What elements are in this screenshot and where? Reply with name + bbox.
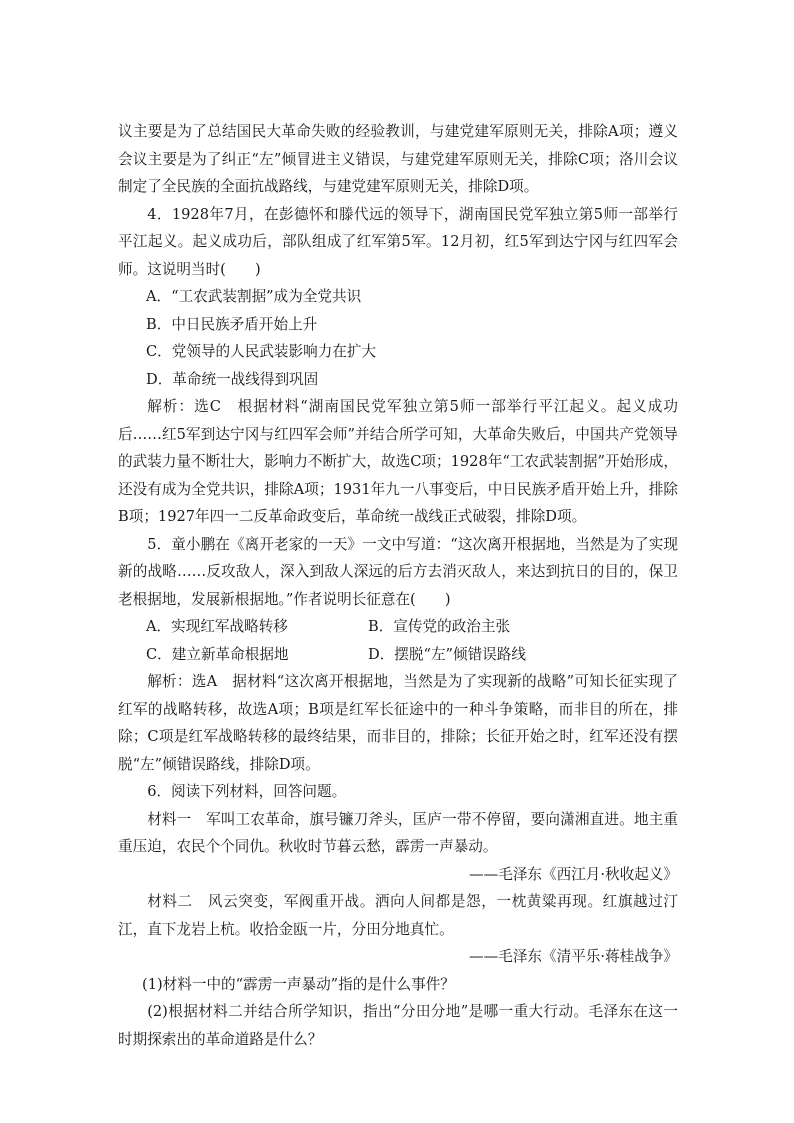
question-5-analysis: 解析：选A 据材料“这次离开根据地，当然是为了实现新的战略”可知长征实现了红军的战略转移，故选A项；B项是红军长征途中的一种斗争策略，而非目的所在，排除；C项是红军战略转移的最终结果，而非目的，排除；长征开始之时，红军还没有摆脱“左”倾错误路线，排除D项。 [118,673,678,773]
question-5-option-a: A．实现红军战略转移 [146,618,288,635]
question-4-option-c: C．党领导的人民武装影响力在扩大 [146,343,377,360]
material-2: 材料二 风云突变，军阀重开战。洒向人间都是怨，一枕黄粱再现。红旗越过汀江，直下龙岩上杭。收拾金瓯一片，分田分地真忙。 [118,893,678,938]
question-5-options-row-2 [118,641,678,669]
question-5-options-row-1 [118,613,678,641]
material-1-source: ——毛泽东《西江月·秋收起义》 [469,865,678,883]
question-6-sub-1: (1)材料一中的“霹雳一声暴动”指的是什么事件？ [142,975,455,993]
material-1: 材料一 军叫工农革命，旗号镰刀斧头，匡庐一带不停留，要向潇湘直进。地主重重压迫，农民个个同仇。秋收时节暮云愁，霹雳一声暴动。 [118,810,678,855]
question-5-stem: 5．童小鹏在《离开老家的一天》一文中写道：“这次离开根据地，当然是为了实现新的战略……反攻敌人，深入到敌人深远的后方去消灭敌人，来达到抗日的目的，保卫老根据地，发展新根据地。”作者说明长征意在( ) [118,535,678,608]
question-4-option-a: A．“工农武装割据”成为全党共识 [146,288,362,305]
question-4-stem: 4．1928年7月，在彭德怀和滕代远的领导下，湖南国民党军独立第5师一部举行平江起义。起义成功后，部队组成了红军第5军。12月初，红5军到达宁冈与红四军会师。这说明当时( ) [118,205,678,278]
question-6-stem: 6．阅读下列材料，回答问题。 [147,783,347,800]
document-page [118,118,678,1053]
question-5-option-c: C．建立新革命根据地 [146,645,289,663]
question-5-option-d: D．摆脱“左”倾错误路线 [368,645,526,663]
question-4-option-b: B．中日民族矛盾开始上升 [146,315,318,333]
question-5-option-b: B．宣传党的政治主张 [368,618,511,635]
question-4-option-d: D．革命统一战线得到巩固 [146,370,319,388]
question-6-sub-2: (2)根据材料二并结合所学知识，指出“分田分地”是哪一重大行动。毛泽东在这一时期探索出的革命道路是什么？ [118,1003,678,1048]
question-4-analysis: 解析：选C 根据材料“湖南国民党军独立第5师一部举行平江起义。起义成功后……红5军到达宁冈与红四军会师”并结合所学可知，大革命失败后，中国共产党领导的武装力量不断壮大，影响力不断扩大，故选C项；1928年“工农武装割据”开始形成，还没有成为全党共识，排除A项；1931年九一八事变后，中日民族矛盾开始上升，排除B项；1927年四一二反革命政变后，革命统一战线正式破裂，排除D项。 [118,398,678,525]
intro-paragraph: 议主要是为了总结国民大革命失败的经验教训，与建党建军原则无关，排除A项；遵义会议主要是为了纠正“左”倾冒进主义错误，与建党建军原则无关，排除C项；洛川会议制定了全民族的全面抗战路线，与建党建军原则无关，排除D项。 [118,123,678,195]
material-2-source: ——毛泽东《清平乐·蒋桂战争》 [469,948,678,965]
